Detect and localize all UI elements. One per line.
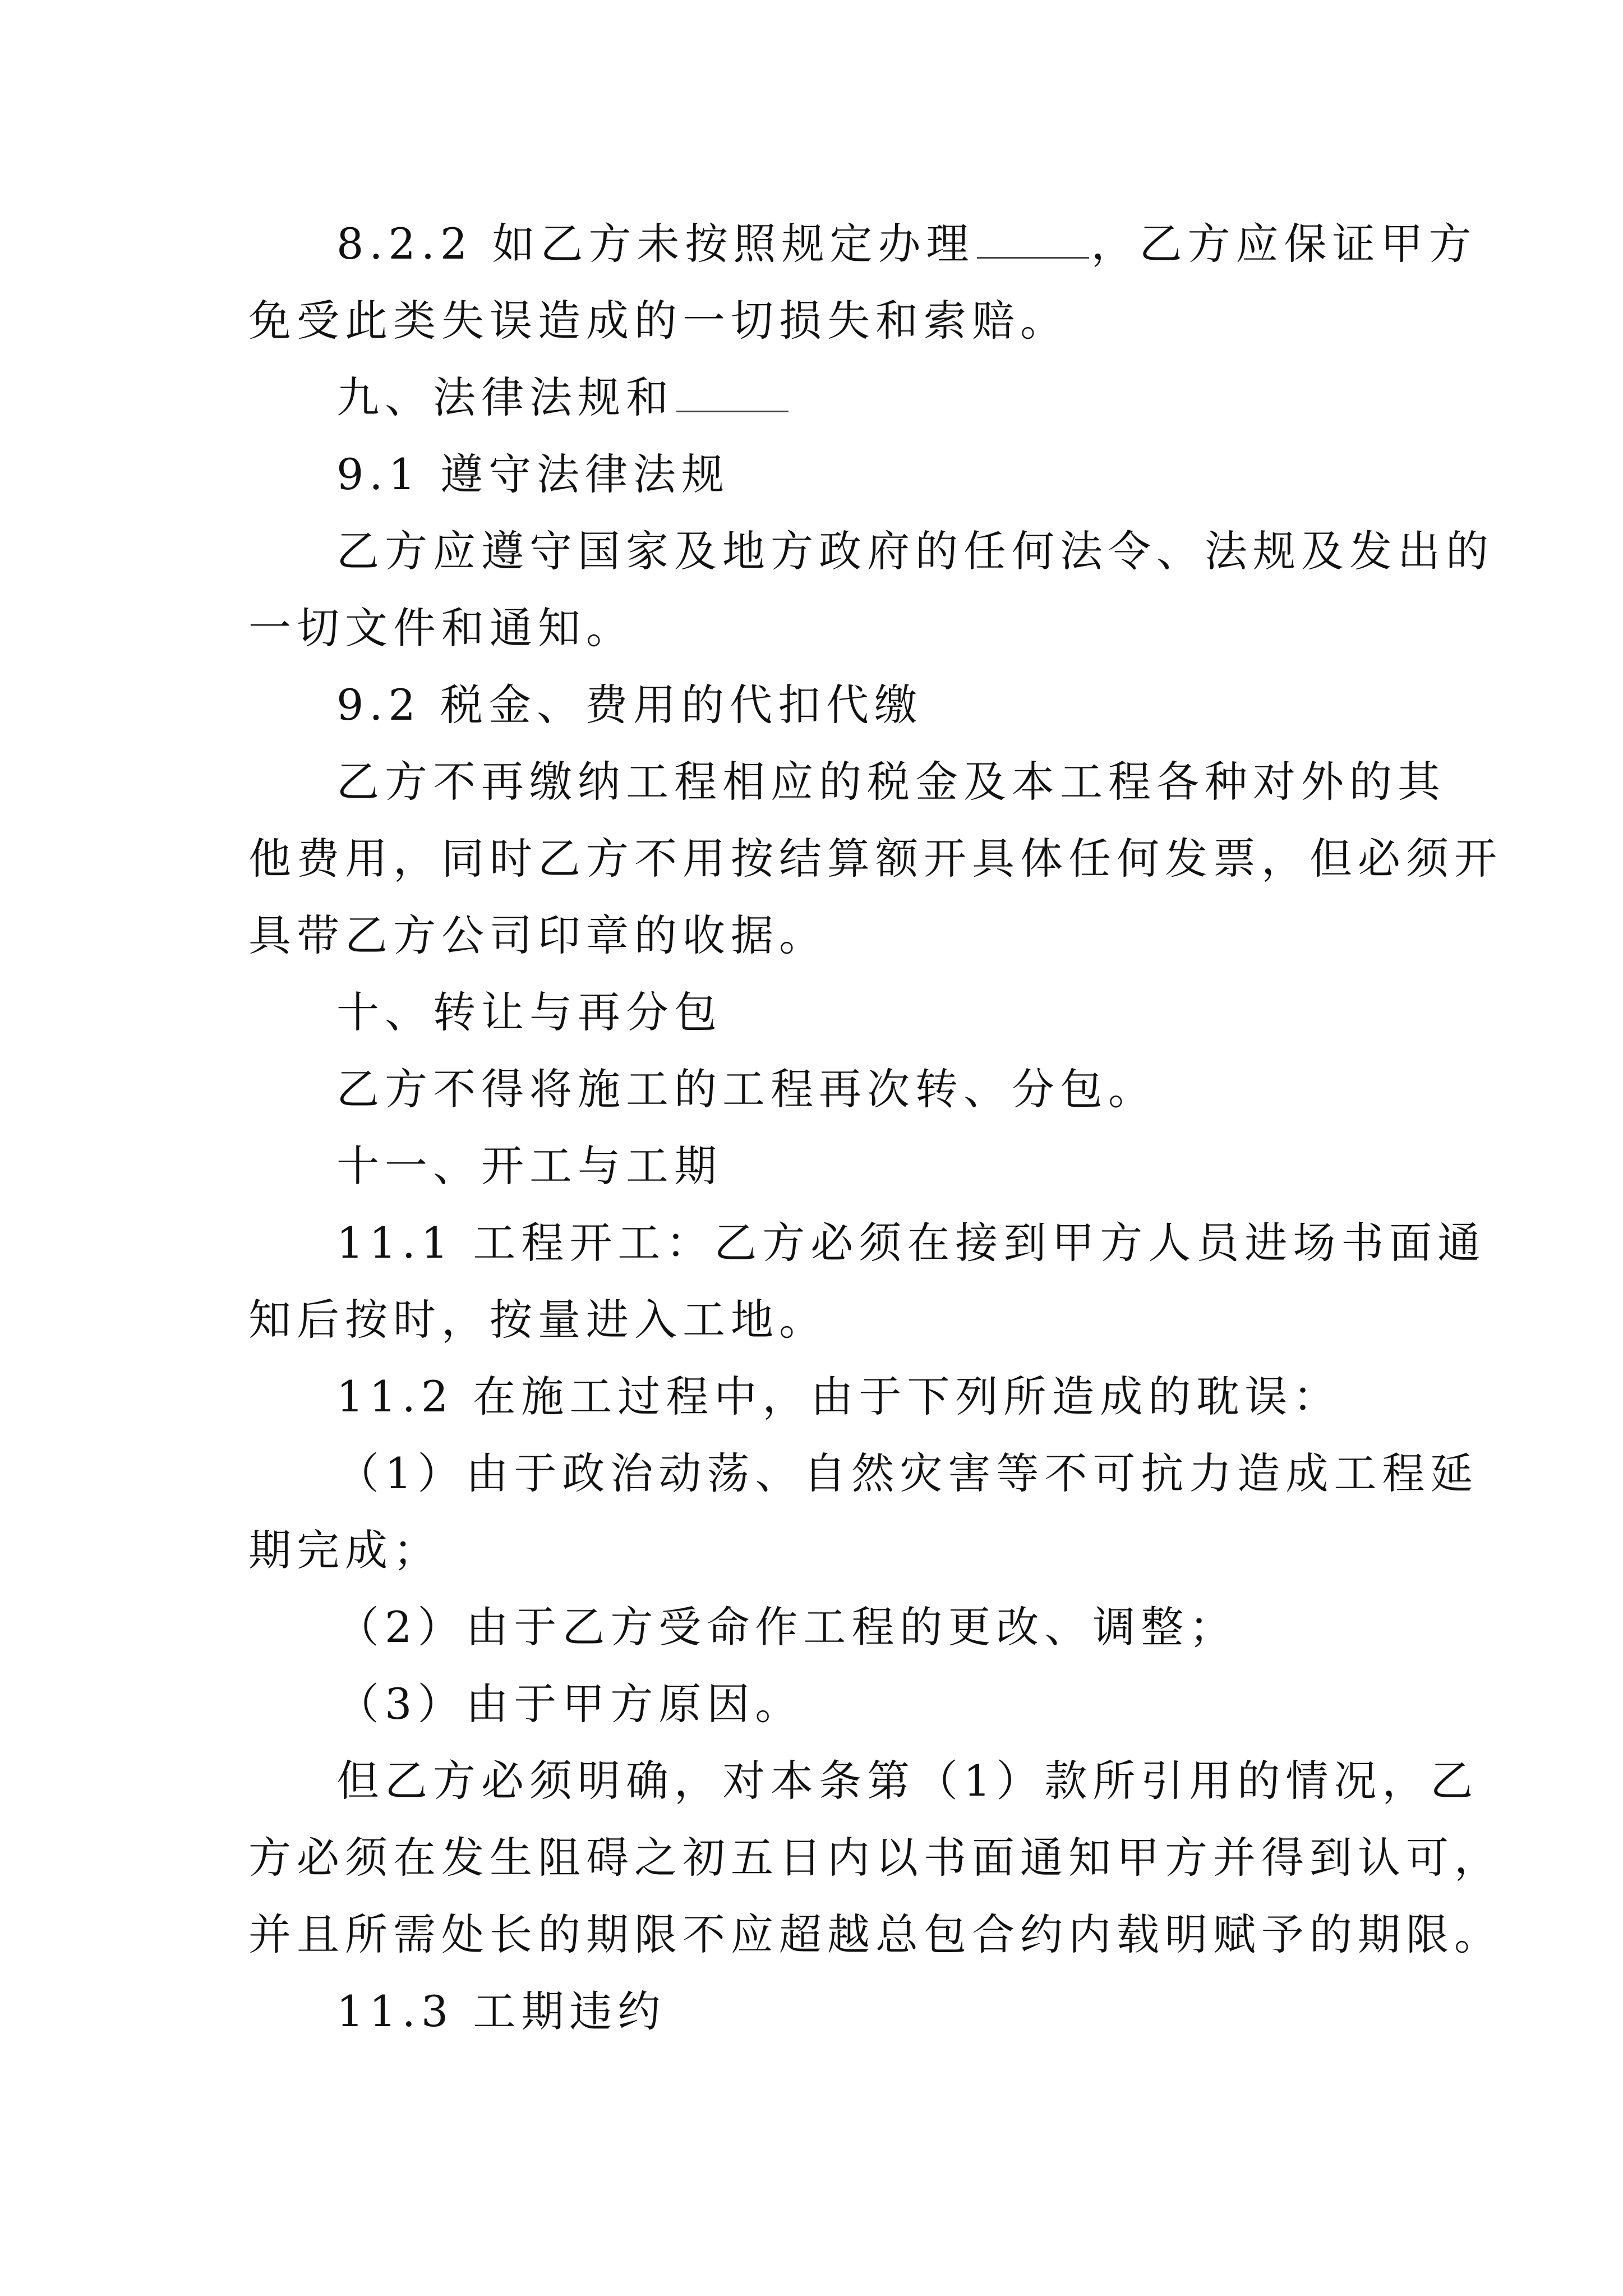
clause-11-2-item-1-line-1: （1）由于政治动荡、自然灾害等不可抗力造成工程延 — [336, 1448, 1479, 1498]
clause-11-2-proviso-line-3: 并且所需处长的期限不应超越总包合约内载明赋予的期限。 — [248, 1910, 1502, 1959]
fill-in-blank — [676, 371, 789, 412]
clause-11-2-heading: 11.2 在施工过程中，由于下列所造成的耽误： — [336, 1372, 1341, 1421]
clause-11-1-line-1: 11.1 工程开工：乙方必须在接到甲方人员进场书面通 — [336, 1218, 1486, 1268]
section-10-heading: 十、转让与再分包 — [336, 987, 722, 1037]
clause-9-1-line-2: 一切文件和通知。 — [248, 603, 634, 653]
clause-9-2-line-3: 具带乙方公司印章的收据。 — [248, 910, 827, 960]
clause-8-2-2-line-1: 8.2.2 如乙方未按照规定办理 ，乙方应保证甲方 — [336, 219, 1477, 269]
clause-11-3-heading: 11.3 工期违约 — [336, 1986, 666, 2036]
clause-11-2-proviso-line-2: 方必须在发生阻碍之初五日内以书面通知甲方并得到认可， — [248, 1833, 1502, 1883]
section-9-heading: 九、法律法规和 — [336, 370, 791, 426]
clause-9-2-line-1: 乙方不再缴纳工程相应的税金及本工程各种对外的其 — [336, 757, 1446, 807]
section-10-text: 乙方不得将施工的工程再次转、分包。 — [336, 1064, 1156, 1114]
clause-11-1-line-2: 知后按时，按量进入工地。 — [248, 1295, 827, 1345]
clause-11-2-item-2: （2）由于乙方受命作工程的更改、调整； — [336, 1602, 1238, 1652]
clause-9-1-heading: 9.1 遵守法律法规 — [336, 449, 730, 499]
clause-9-1-line-1: 乙方应遵守国家及地方政府的任何法令、法规及发出的 — [336, 526, 1494, 576]
clause-9-2-line-2: 他费用，同时乙方不用按结算额开具体任何发票，但必须开 — [248, 834, 1502, 884]
clause-11-2-item-3: （3）由于甲方原因。 — [336, 1679, 804, 1729]
fill-in-blank — [977, 218, 1089, 259]
clause-8-2-2-line-2: 免受此类失误造成的一切损失和索赔。 — [248, 296, 1068, 346]
section-11-heading: 十一、开工与工期 — [336, 1141, 722, 1191]
clause-11-2-item-1-line-2: 期完成； — [248, 1525, 441, 1575]
clause-11-2-proviso-line-1: 但乙方必须明确，对本条第（1）款所引用的情况，乙 — [336, 1756, 1479, 1806]
clause-9-2-heading: 9.2 税金、费用的代扣代缴 — [336, 680, 923, 730]
